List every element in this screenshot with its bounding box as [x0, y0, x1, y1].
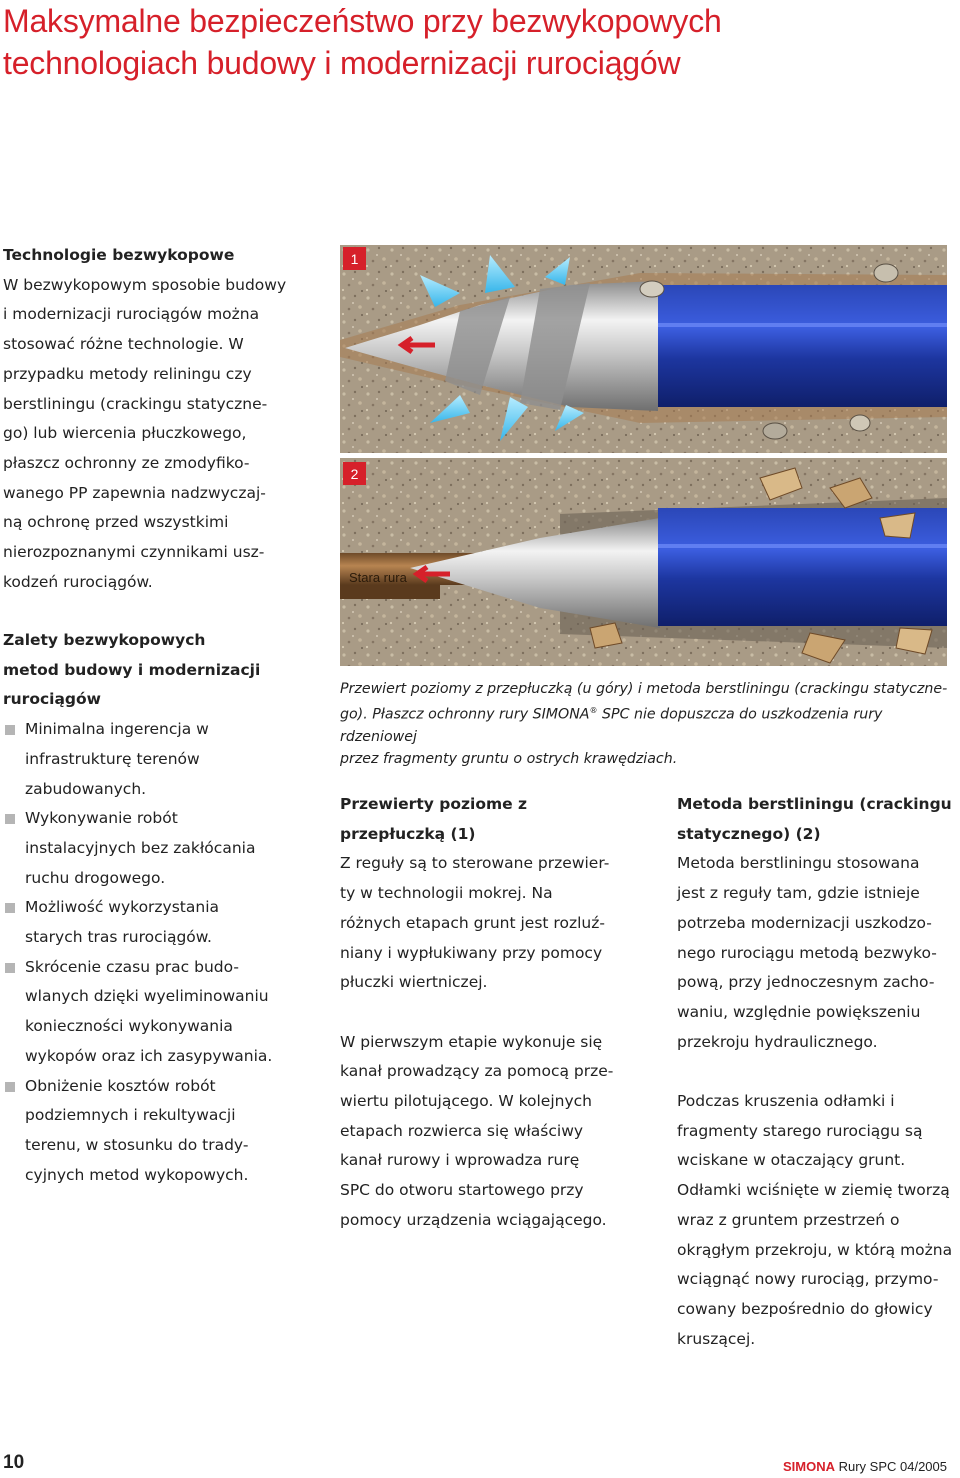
text-line: fragmenty starego rurociągu są: [677, 1121, 923, 1140]
text-line: W pierwszym etapie wykonuje się: [340, 1032, 603, 1051]
figure-caption: [340, 678, 960, 770]
text-line: Z reguły są to sterowane przewier-: [340, 854, 610, 873]
text-line: niany i wypłukiwany przy pomocy: [340, 943, 603, 962]
intro-line: i modernizacji rurociągów można: [3, 305, 260, 324]
drilling-paragraph-1: [340, 849, 640, 998]
intro-line: W bezwykopowym sposobie budowy: [3, 275, 287, 294]
intro-heading: Technologie bezwykopowe: [3, 246, 235, 264]
benefit-line: Możliwość wykorzystania: [25, 898, 220, 917]
page-number: 10: [3, 1452, 25, 1473]
text-line: potrzeba modernizacji uszkodzo-: [677, 913, 932, 932]
heading-line: przepłuczką (1): [340, 824, 476, 843]
benefit-line: zabudowanych.: [25, 779, 147, 798]
benefit-item: [3, 953, 313, 1072]
title-line-2: technologiach budowy i modernizacji rurociągów: [3, 45, 681, 81]
benefit-line: terenu, w stosunku do trady-: [25, 1135, 249, 1154]
intro-line: berstliningu (crackingu statyczne-: [3, 394, 268, 413]
benefits-heading: [3, 626, 313, 715]
benefit-line: konieczności wykonywania: [25, 1017, 233, 1036]
page-title: [3, 0, 943, 84]
intro-line: nierozpoznanymi czynnikami usz-: [3, 543, 265, 562]
caption-line: [340, 700, 960, 748]
bursting-paragraph-1: [677, 849, 960, 1057]
text-line: waniu, względnie powiększeniu: [677, 1002, 921, 1021]
title-line-1: Maksymalne bezpieczeństwo przy bezwykopowych: [3, 3, 722, 39]
benefit-line: podziemnych i rekultywacji: [25, 1106, 236, 1125]
panel-2-pipe-bursting: [340, 458, 947, 666]
text-line: etapach rozwierca się właściwy: [340, 1121, 584, 1140]
intro-line: przypadku metody reliningu czy: [3, 364, 252, 383]
benefits-heading-line: Zalety bezwykopowych: [3, 631, 206, 649]
caption-text: SPC nie dopuszcza do uszkodzenia rury rdzeniowej: [340, 706, 883, 745]
footer-brand: [783, 1459, 947, 1474]
panel-1-number: 1: [350, 251, 359, 267]
text-line: przekroju hydraulicznego.: [677, 1032, 878, 1051]
panel-2-number: 2: [350, 466, 359, 482]
bullet-square-icon: [5, 963, 15, 973]
bullet-square-icon: [5, 903, 15, 913]
brand-name: SIMONA: [782, 1459, 835, 1474]
text-line: Metoda berstliningu stosowana: [677, 854, 920, 873]
text-line: różnych etapach grunt jest rozluź-: [340, 913, 605, 932]
text-line: cowany bezpośrednio do głowicy: [677, 1299, 933, 1318]
text-line: nego rurociągu metodą bezwyko-: [677, 943, 937, 962]
text-line: wraz z gruntem przestrzeń o: [677, 1210, 900, 1229]
intro-line: kodzeń rurociągów.: [3, 572, 153, 591]
old-pipe-label: Stara rura: [349, 570, 407, 585]
benefit-line: wlanych dzięki wyeliminowaniu: [25, 987, 269, 1006]
intro-section: [3, 241, 303, 597]
benefits-list: [3, 715, 313, 1190]
heading-line: statycznego) (2): [677, 824, 821, 843]
benefit-item: [3, 804, 313, 893]
text-line: pową, przy jednoczesnym zacho-: [677, 973, 935, 992]
benefit-line: Minimalna ingerencja w: [25, 720, 209, 739]
caption-line: Przewiert poziomy z przepłuczką (u góry) i metoda berstliningu (crackingu statyczne-: [340, 681, 948, 697]
drilling-illustration: [340, 245, 947, 666]
drilling-paragraph-2: [340, 1028, 640, 1236]
text-line: pomocy urządzenia wciągającego.: [340, 1210, 607, 1229]
text-line: wiertu pilotującego. W kolejnych: [340, 1092, 592, 1111]
benefits-section: [3, 626, 313, 1190]
intro-line: płaszcz ochronny ze zmodyfiko-: [3, 453, 250, 472]
intro-line: go) lub wiercenia płuczkowego,: [3, 424, 247, 443]
text-line: Odłamki wciśnięte w ziemię tworzą: [677, 1181, 950, 1200]
benefit-line: starych tras rurociągów.: [25, 928, 212, 947]
text-line: wciągnąć nowy rurociąg, przymo-: [677, 1270, 939, 1289]
benefit-item: [3, 715, 313, 804]
heading-line: Metoda berstliningu (crackingu: [677, 795, 952, 813]
bursting-section: [677, 790, 960, 1354]
text-line: jest z reguły tam, gdzie istnieje: [677, 884, 920, 903]
text-line: kanał prowadzący za pomocą prze-: [340, 1062, 614, 1081]
benefit-line: Obniżenie kosztów robót: [25, 1076, 216, 1095]
bullet-square-icon: [5, 1082, 15, 1092]
benefit-item: [3, 893, 313, 952]
product-info: Rury SPC 04/2005: [834, 1459, 947, 1474]
caption-text: go). Płaszcz ochronny rury SIMONA: [340, 706, 590, 723]
bullet-square-icon: [5, 725, 15, 735]
drilling-heading: [340, 790, 640, 849]
intro-line: wanego PP zapewnia nadzwyczaj-: [3, 483, 266, 502]
benefit-item: [3, 1072, 313, 1191]
text-line: wciskane w otaczający grunt.: [677, 1151, 906, 1170]
caption-line: przez fragmenty gruntu o ostrych krawędziach.: [340, 750, 678, 767]
bursting-heading: [677, 790, 960, 849]
intro-line: stosować różne technologie. W: [3, 335, 244, 354]
bursting-paragraph-2: [677, 1087, 960, 1354]
bullet-square-icon: [5, 814, 15, 824]
text-line: kanał rurowy i wprowadza rurę: [340, 1151, 580, 1170]
intro-line: ną ochronę przed wszystkimi: [3, 513, 229, 532]
benefits-heading-line: rurociągów: [3, 690, 101, 709]
benefit-line: ruchu drogowego.: [25, 868, 166, 887]
heading-line: Przewierty poziome z: [340, 795, 528, 813]
benefit-line: Wykonywanie robót: [25, 809, 178, 828]
benefits-heading-line: metod budowy i modernizacji: [3, 660, 261, 679]
benefit-line: instalacyjnych bez zakłócania: [25, 838, 256, 857]
text-line: SPC do otworu startowego przy: [340, 1181, 584, 1200]
panel-1-directional-drilling: [340, 245, 947, 453]
benefit-line: infrastrukturę terenów: [25, 749, 200, 768]
text-line: ty w technologii mokrej. Na: [340, 884, 553, 903]
benefit-line: wykopów oraz ich zasypywania.: [25, 1046, 273, 1065]
text-line: płuczki wiertniczej.: [340, 973, 488, 992]
text-line: Podczas kruszenia odłamki i: [677, 1092, 895, 1111]
drilling-section: [340, 790, 640, 1236]
registered-mark: ®: [589, 706, 598, 715]
text-line: okrągłym przekroju, w którą można: [677, 1240, 953, 1259]
benefit-line: Skrócenie czasu prac budo-: [25, 957, 239, 976]
text-line: kruszącej.: [677, 1329, 756, 1348]
benefit-line: cyjnych metod wykopowych.: [25, 1165, 249, 1184]
